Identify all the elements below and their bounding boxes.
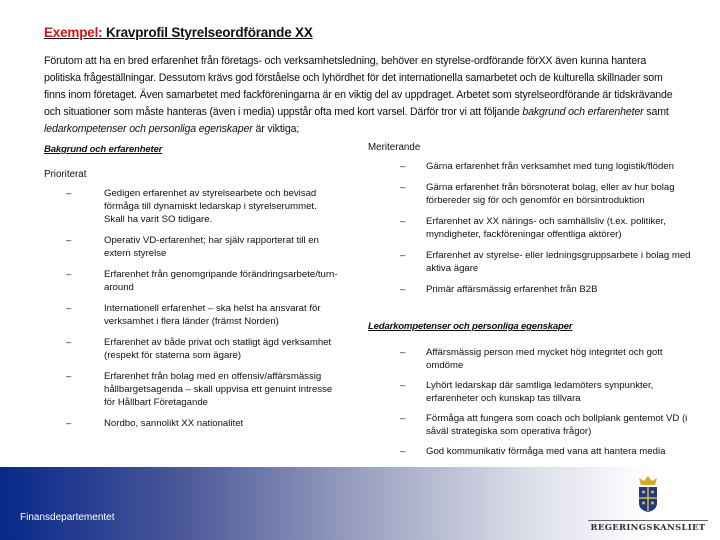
list-item [400,181,700,207]
list-item [400,160,700,173]
regeringskansliet-logo [588,475,708,533]
logo-text: REGERINGSKANSLIET [588,520,708,533]
dash-icon: – [66,188,72,199]
item-text: Erfarenhet av styrelse- eller ledningsgruppsarbete i bolag med aktiva ägare [426,250,691,274]
right-label: Meriterande [368,142,421,153]
dash-icon: – [66,371,72,382]
dash-icon: – [400,413,406,424]
dash-icon: – [400,347,406,358]
dash-icon: – [66,303,72,314]
list-item [400,346,700,372]
dash-icon: – [66,235,72,246]
intro-text: Förutom att ha en bred erfarenhet från företags- och verksamhetsledning, behöver en styrelse-ordförande förXX även kunna hantera politiska frågeställningar. Dessutom krävs god förståelse och lyhördhet för det internationella samarbetet och de kulturella skillnader som finns inom företaget. Även samarbetet med fackföreningarna är en viktig del av uppdraget. Arbetet som styrelseordförande är tidskrävande och situationer som måste hanteras (även i media) uppstår ofta med kort varsel. Därför tror vi att följande [44,55,673,118]
list-item [400,283,700,296]
department-name: Finansdepartementet [20,512,115,523]
intro-mid: samt [643,106,669,118]
intro-end: är viktiga; [252,123,300,135]
list-item [66,187,338,226]
item-text: Nordbo, sannolikt XX nationalitet [104,418,244,429]
list-item [400,249,700,275]
right-list [400,160,700,296]
list-item [66,234,338,260]
list-item [66,417,338,430]
dash-icon: – [400,446,406,457]
item-text: Förmåga att fungera som coach och bollplank gentemot VD (i såväl strategiska som operativa frågor) [426,413,688,437]
item-text: Affärsmässig person med mycket hög integritet och gott omdöme [426,347,663,371]
list-item [66,336,338,362]
item-text: God kommunikativ förmåga med vana att hantera media [426,446,666,457]
dash-icon: – [400,250,406,261]
list-item [400,412,700,438]
item-text: Gärna erfarenhet från verksamhet med tung logistik/flöden [426,161,674,172]
item-text: Erfarenhet av både privat och statligt ägd verksamhet (respekt för staterna som ägare) [104,337,332,361]
item-text: Erfarenhet av XX närings- och samhällsliv (t.ex. politiker, myndigheter, fackföreningar offentliga aktörer) [426,216,666,240]
item-text: Gärna erfarenhet från börsnoterat bolag, eller av hur bolag förbereder sig för och genomför en börsintroduktion [426,182,675,206]
item-text: Erfarenhet från genomgripande förändringsarbete/turn-around [104,269,338,293]
intro-paragraph [44,53,684,138]
left-label: Prioriterat [44,169,87,180]
dash-icon: – [400,182,406,193]
page-title [44,25,313,40]
item-text: Erfarenhet från bolag med en offensiv/affärsmässig hållbargetsagenda – skall uppvisa ett genuint intresse för Hållbart Företagande [104,371,333,408]
list-item [400,379,700,405]
left-heading: Bakgrund och erfarenheter [44,144,163,155]
dash-icon: – [66,337,72,348]
list-item [400,215,700,241]
dash-icon: – [400,380,406,391]
item-text: Operativ VD-erfarenhet; har själv rapporterat till en extern styrelse [104,235,319,259]
dash-icon: – [66,269,72,280]
intro-em2: ledarkompetenser och personliga egenskaper [44,123,253,135]
dash-icon: – [66,418,72,429]
coat-of-arms-icon [633,475,663,513]
dash-icon: – [400,216,406,227]
right-heading: Ledarkompetenser och personliga egenskaper [368,321,573,332]
title-text: Kravprofil Styrelseordförande XX [106,25,313,40]
intro-em1: bakgrund och erfarenheter [522,106,644,118]
dash-icon: – [400,284,406,295]
right-list-2 [400,346,700,458]
list-item [400,445,700,458]
item-text: Internationell erfarenhet – ska helst ha ansvarat för verksamhet i flera länder (främst Norden) [104,303,321,327]
dash-icon: – [400,161,406,172]
list-item [66,268,338,294]
left-list [66,187,338,430]
item-text: Gedigen erfarenhet av styrelsearbete och bevisad förmåga till dynamiskt ledarskap i styrelserummet. Skall ha varit SO tidigare. [104,188,317,225]
item-text: Lyhört ledarskap där samtliga ledamöters synpunkter, erfarenheter och kunskap tas tillvara [426,380,654,404]
list-item [66,302,338,328]
item-text: Primär affärsmässig erfarenhet från B2B [426,284,598,295]
title-prefix: Exempel: [44,25,103,40]
list-item [66,370,338,409]
